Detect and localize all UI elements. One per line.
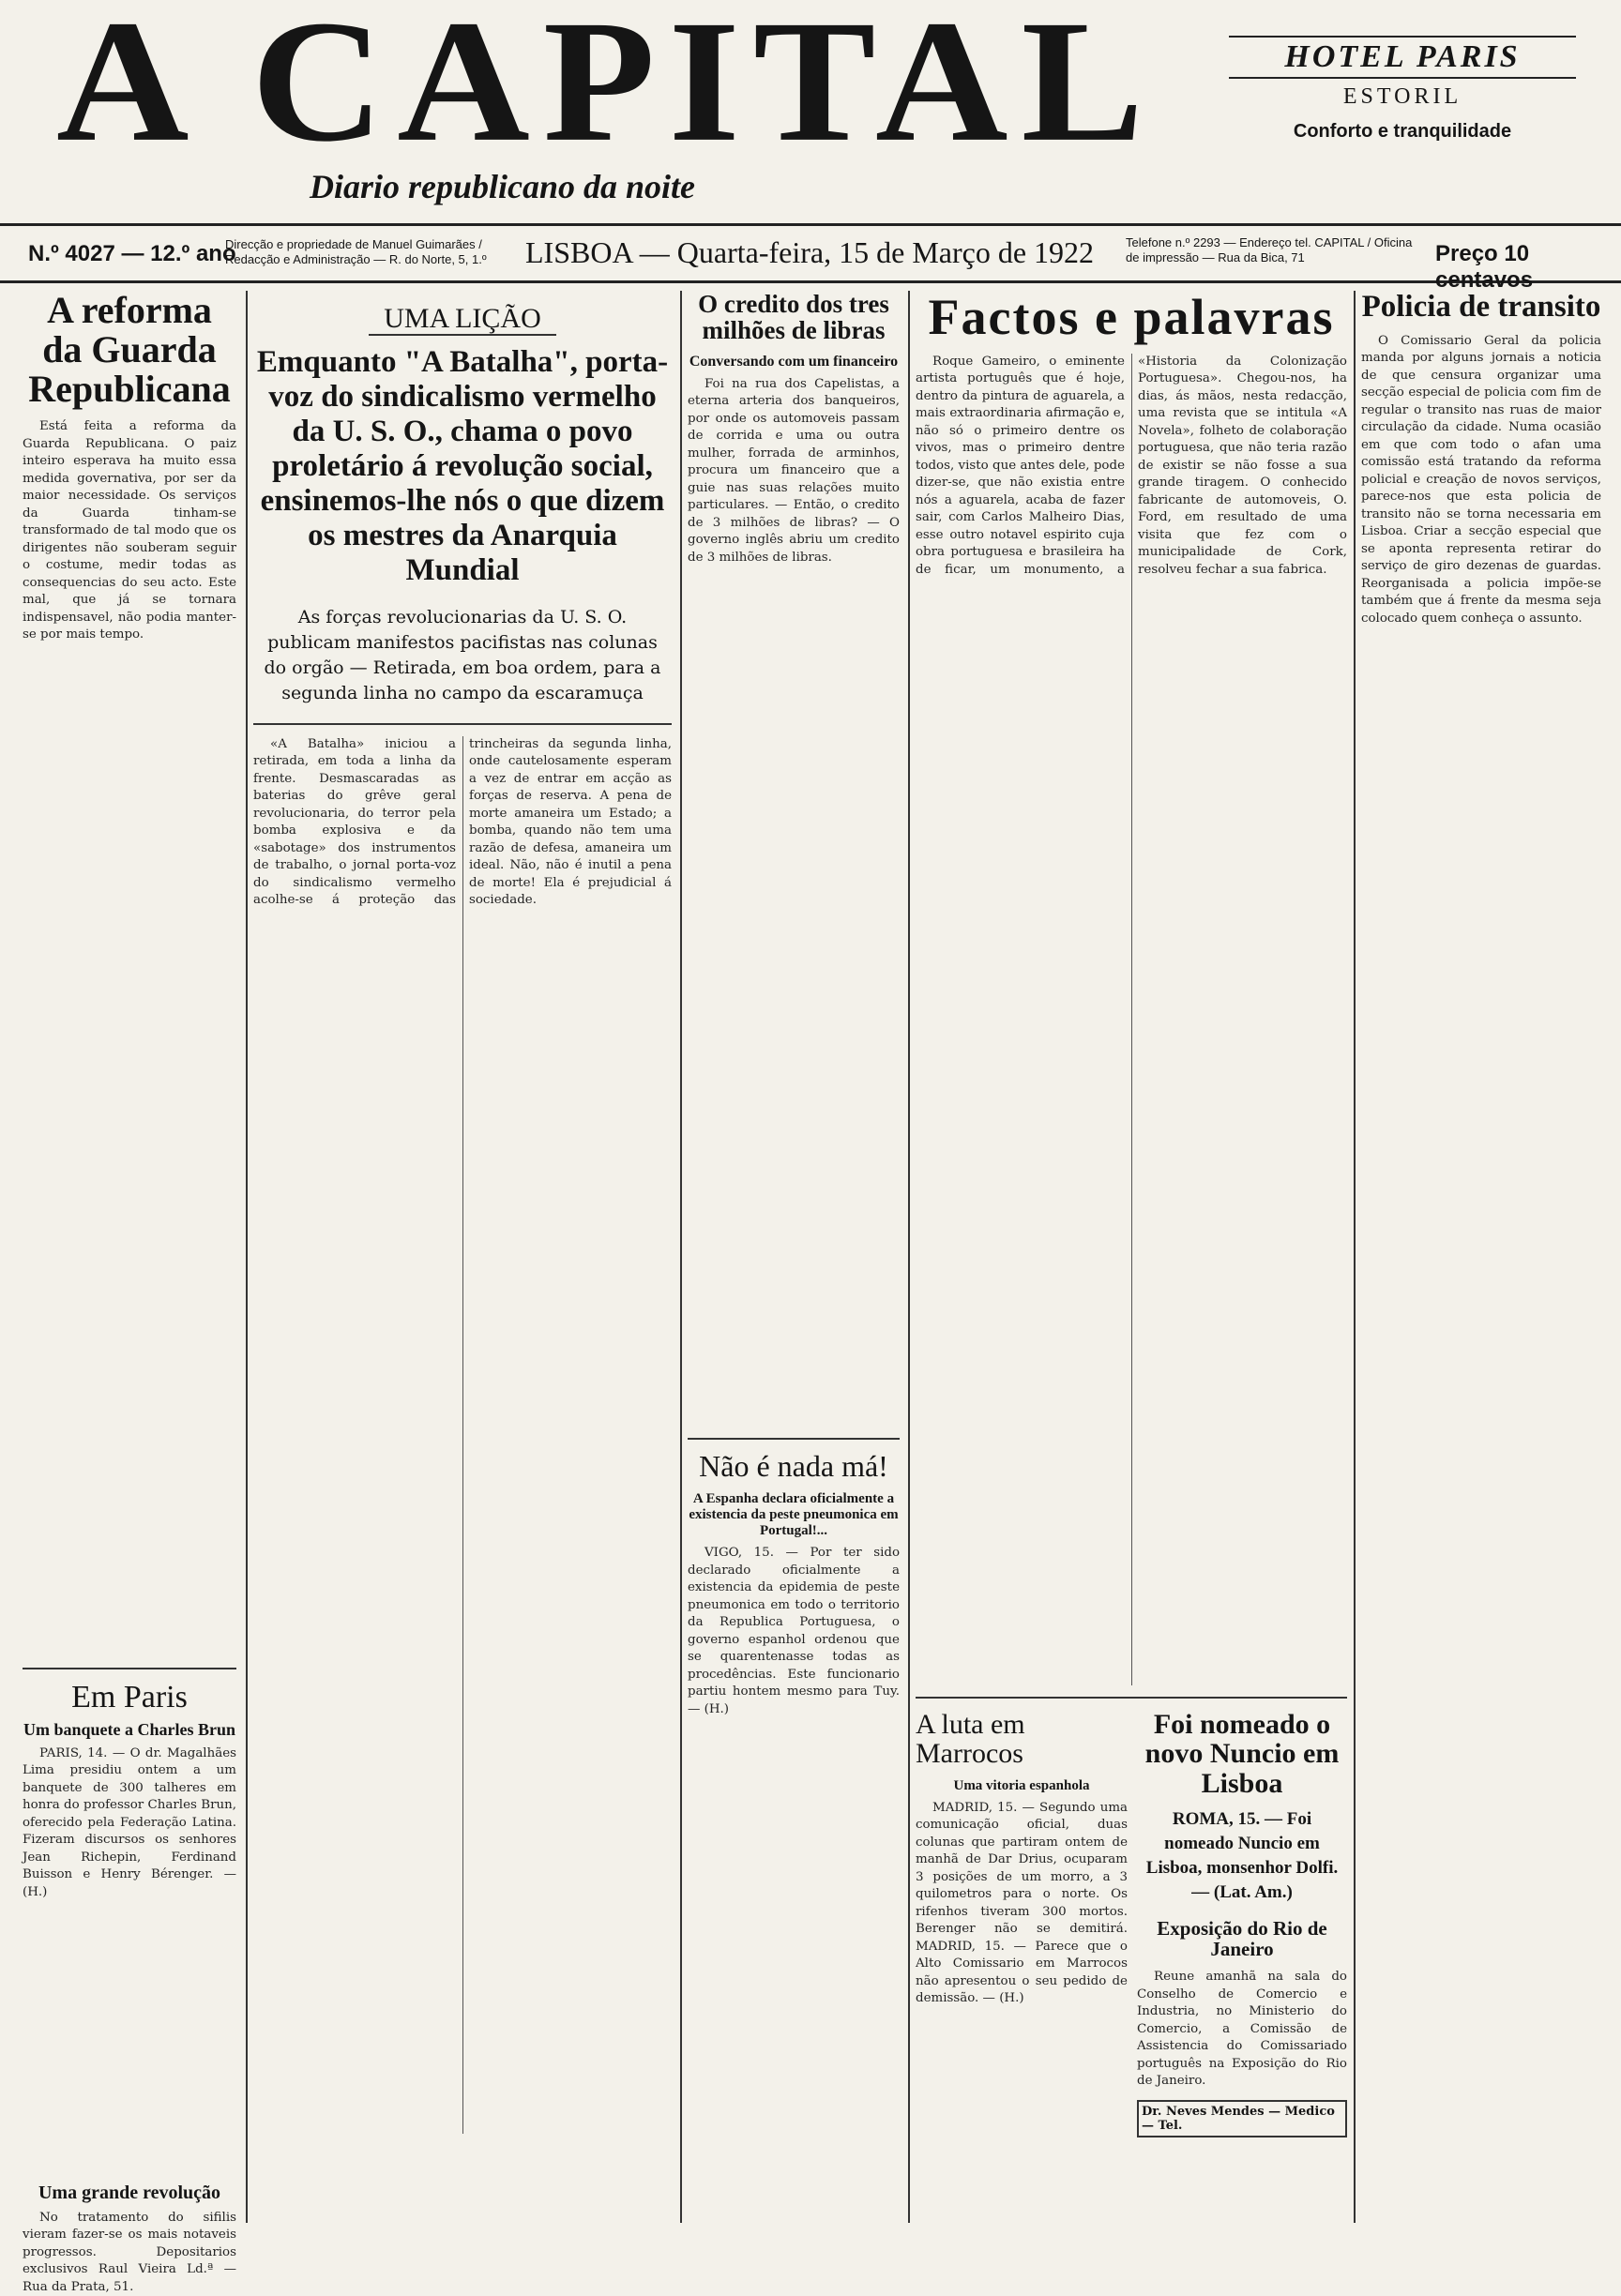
- body-nuncio: ROMA, 15. — Foi nomeado Nuncio em Lisboa, monsenhor Dolfi. — (Lat. Am.): [1145, 1809, 1339, 1903]
- article-credito-text: Foi na rua dos Capelistas, a eterna arteria dos banqueiros, por onde os automoveis passam de corrida e uma ou outra mulher, forrada de arminhos, procura um financeiro que a guie nas suas relações muito particulares. — Então, o credito de 3 milhões de libras? — O governo inglês abriu um credito de 3 milhões de libras.: [688, 376, 900, 565]
- article-marrocos: [916, 1800, 1128, 2008]
- article-paris-text: PARIS, 14. — O dr. Magalhães Lima presidiu ontem a um banquete de 300 talheres em honra do professor Charles Brun, oferecido pela Federação Latina. Fizeram discursos os senhores Jean Richepin, Ferdinand Buisson e Henry Bérenger. — (H.): [23, 1745, 236, 1899]
- article-licao: [253, 736, 672, 2134]
- column-credito: [688, 291, 900, 2223]
- headline-policia: Policia de transito: [1361, 290, 1601, 324]
- headline-nuncio: Foi nomeado o novo Nuncio em Lisboa: [1144, 1708, 1340, 1799]
- newspaper-title: A CAPITAL: [56, 0, 1158, 178]
- article-guarda: [23, 418, 236, 1656]
- doctor-ad: Dr. Neves Mendes — Medico — Tel.: [1137, 2100, 1347, 2137]
- hotel-ad-slogan: Conforto e tranquilidade: [1293, 121, 1512, 142]
- column-policia: [1361, 291, 1601, 2223]
- city-date: LISBOA — Quarta-feira, 15 de Março de 1922: [525, 235, 1095, 269]
- article-revolucao-text: No tratamento do sifilis vieram fazer-se os mais notaveis progressos. Depositarios exclusivos Raul Vieira Ld.ª — Rua da Prata, 51.: [23, 2210, 236, 2294]
- deck-licao: Emquanto "A Batalha", porta-voz do sindicalismo vermelho da U. S. O., chama o povo proletário á revolução social, ensinemos-lhe nós o que dizem os mestres da Anarquia Mundial: [256, 344, 669, 587]
- article-licao-text: «A Batalha» iniciou a retirada, em toda a linha da frente. Desmascaradas as baterias do grêve geral revolucionaria, do terror pela bomba explosiva e da «sabotage» dos instrumentos de trabalho, o jornal porta-voz do sindicalismo vermelho acolhe-se á proteção das trincheiras da segunda linha, onde cautelosamente esperam a vez de entrar em acção as forças de reserva. A pena de morte amaneira um Estado; a bomba, quando não tem uma razão de defesa, amaneira um ideal. Não, não é inutil a pena de morte! Ela é prejudicial á sociedade.: [253, 736, 672, 907]
- article-factos: [916, 354, 1347, 1685]
- headline-credito: O credito dos tres milhões de libras: [698, 290, 889, 345]
- article-paris: [23, 1745, 236, 2177]
- contact-info: Telefone n.º 2293 — Endereço tel. CAPITAL / Oficina de impressão — Rua da Bica, 71: [1126, 235, 1413, 264]
- headline-nao-e-nada-ma: Não é nada má!: [699, 1448, 888, 1483]
- article-guarda-text: Está feita a reforma da Guarda Republicana. O paiz inteiro esperava ha muito essa medida governativa, por ser da maior necessidade. Os serviços da Guarda tinham-se transformado de tal modo que os dirigentes não souberam seguir o costume, medir todas as consequencias do seu acto. Este mal, que já se tornara indispensavel, não podia manter-se por mais tempo.: [23, 419, 236, 642]
- headline-revolucao: Uma grande revolução: [38, 2182, 221, 2203]
- column-rule: [908, 291, 910, 2223]
- column-licao: [253, 291, 672, 2223]
- article-peste: [688, 1545, 900, 1718]
- subhead-banquete: Um banquete a Charles Brun: [23, 1719, 236, 1739]
- hotel-ad-name: HOTEL PARIS: [1229, 36, 1576, 79]
- subhead-vitoria: Uma vitoria espanhola: [953, 1777, 1090, 1793]
- article-policia: [1361, 333, 1601, 628]
- column-rule: [680, 291, 682, 2223]
- article-peste-text: VIGO, 15. — Por ter sido declarado oficialmente a existencia da epidemia de peste pneumonica em todo o territorio da Republica Portuguesa, o governo espanhol ordenou que se quarentenasse todas as procedências. Este funcionario partiu hontem mesmo para Tuy. — (H.): [688, 1546, 900, 1716]
- article-revolucao: [23, 2210, 236, 2296]
- headline-exposicao: Exposição do Rio de Janeiro: [1157, 1917, 1327, 1961]
- article-exposicao-text: Reune amanhã na sala do Conselho de Comercio e Industria, no Ministerio do Comercio, a Comissão de Assistencia do Comissariado português na Exposição do Rio de Janeiro.: [1137, 1970, 1347, 2089]
- issue-number: N.º 4027 — 12.º ano: [28, 241, 236, 266]
- headline-paris: Em Paris: [71, 1680, 188, 1714]
- bottom-boxes: [916, 1710, 1347, 2235]
- marrocos-box: [916, 1710, 1128, 2010]
- headline-factos: Factos e palavras: [928, 289, 1335, 345]
- hotel-ad: [1229, 36, 1576, 176]
- dateline-bar: [0, 223, 1621, 293]
- subhead-credito: Conversando com um financeiro: [689, 353, 899, 370]
- article-credito: [688, 376, 900, 1427]
- hotel-ad-location: ESTORIL: [1342, 84, 1462, 109]
- headline-licao: UMA LIÇÃO: [369, 304, 556, 336]
- admin-info: Direcção e propriedade de Manuel Guimarães / Redacção e Administração — R. do Norte, 5, 1.º: [225, 237, 487, 266]
- column-rule: [1354, 291, 1356, 2223]
- article-factos-text: Roque Gameiro, o eminente artista português que é hoje, dentro da pintura de aguarela, a mais extraordinaria afirmação e, não só o primeiro dentre os vivos, mas o primeiro dentre todos, visto que antes dele, pode dizer-se, que não existia entre nós a aguarela, acaba de fazer sair, com Carlos Malheiro Dias, esse outro notavel espirito cuja obra portuguesa e brasileira ha de ficar, um monumento, a «Historia da Colonização Portuguesa». Chegou-nos, ha dias, ás mãos, nesta redacção, uma revista que se intitula «A Novela», folheto de colaboração portuguesa, que não teria razão de existir se não fosse a sua grande tiragem. O conhecido fabricante de automoveis, O. Ford, em resultado de uma visita que fez com o municipalidade de Cork, resolveu fechar a sua fabrica.: [916, 354, 1347, 577]
- price: Preço 10 centavos: [1435, 241, 1534, 293]
- nuncio-box: [1137, 1710, 1347, 2137]
- subhead-peste: A Espanha declara oficialmente a existencia da peste pneumonica em Portugal!...: [689, 1491, 899, 1539]
- article-exposicao: [1137, 1969, 1347, 2091]
- column-factos: [916, 291, 1347, 2223]
- article-policia-text: O Comissario Geral da policia manda por alguns jornais a noticia de que censura organizar uma secção especial de policia com fim de regular o transito nas ruas de maior circulação da cidade. Numa ocasião em que com todo o afan uma comissão está tratando da reforma policial e creação de novos serviços, parece-nos que esta policia de transito não se torna necessaria em Lisboa. Criar a secção especial que se aponta representa retirar do serviço de giro dezenas de guardas. Reorganisada a policia impõe-se também que á frente da mesma seja colocado quem conheça o assunto.: [1361, 333, 1601, 626]
- column-rule: [246, 291, 248, 2223]
- column-guarda: [23, 289, 236, 2294]
- intro-licao: As forças revolucionarias da U. S. O. publicam manifestos pacifistas nas colunas do orgão — Retirada, em boa ordem, para a segunda linha no campo da escaramuça: [264, 606, 661, 703]
- newspaper-subtitle: Diario republicano da noite: [310, 168, 696, 205]
- headline-guarda: A reforma da Guarda Republicana: [28, 289, 231, 410]
- article-marrocos-text: MADRID, 15. — Segundo uma comunicação oficial, duas colunas que partiram ontem de manhã de Dar Drius, ocuparam 3 posições de um morro, a 3 quilometros para o norte. Os rifenhos tiveram 300 mortos. Berenger não se demitirá. MADRID, 15. — Parece que o Alto Comissario em Marrocos não apresentou o seu pedido de demissão. — (H.): [916, 1800, 1128, 2006]
- headline-marrocos: A luta em Marrocos: [916, 1708, 1025, 1770]
